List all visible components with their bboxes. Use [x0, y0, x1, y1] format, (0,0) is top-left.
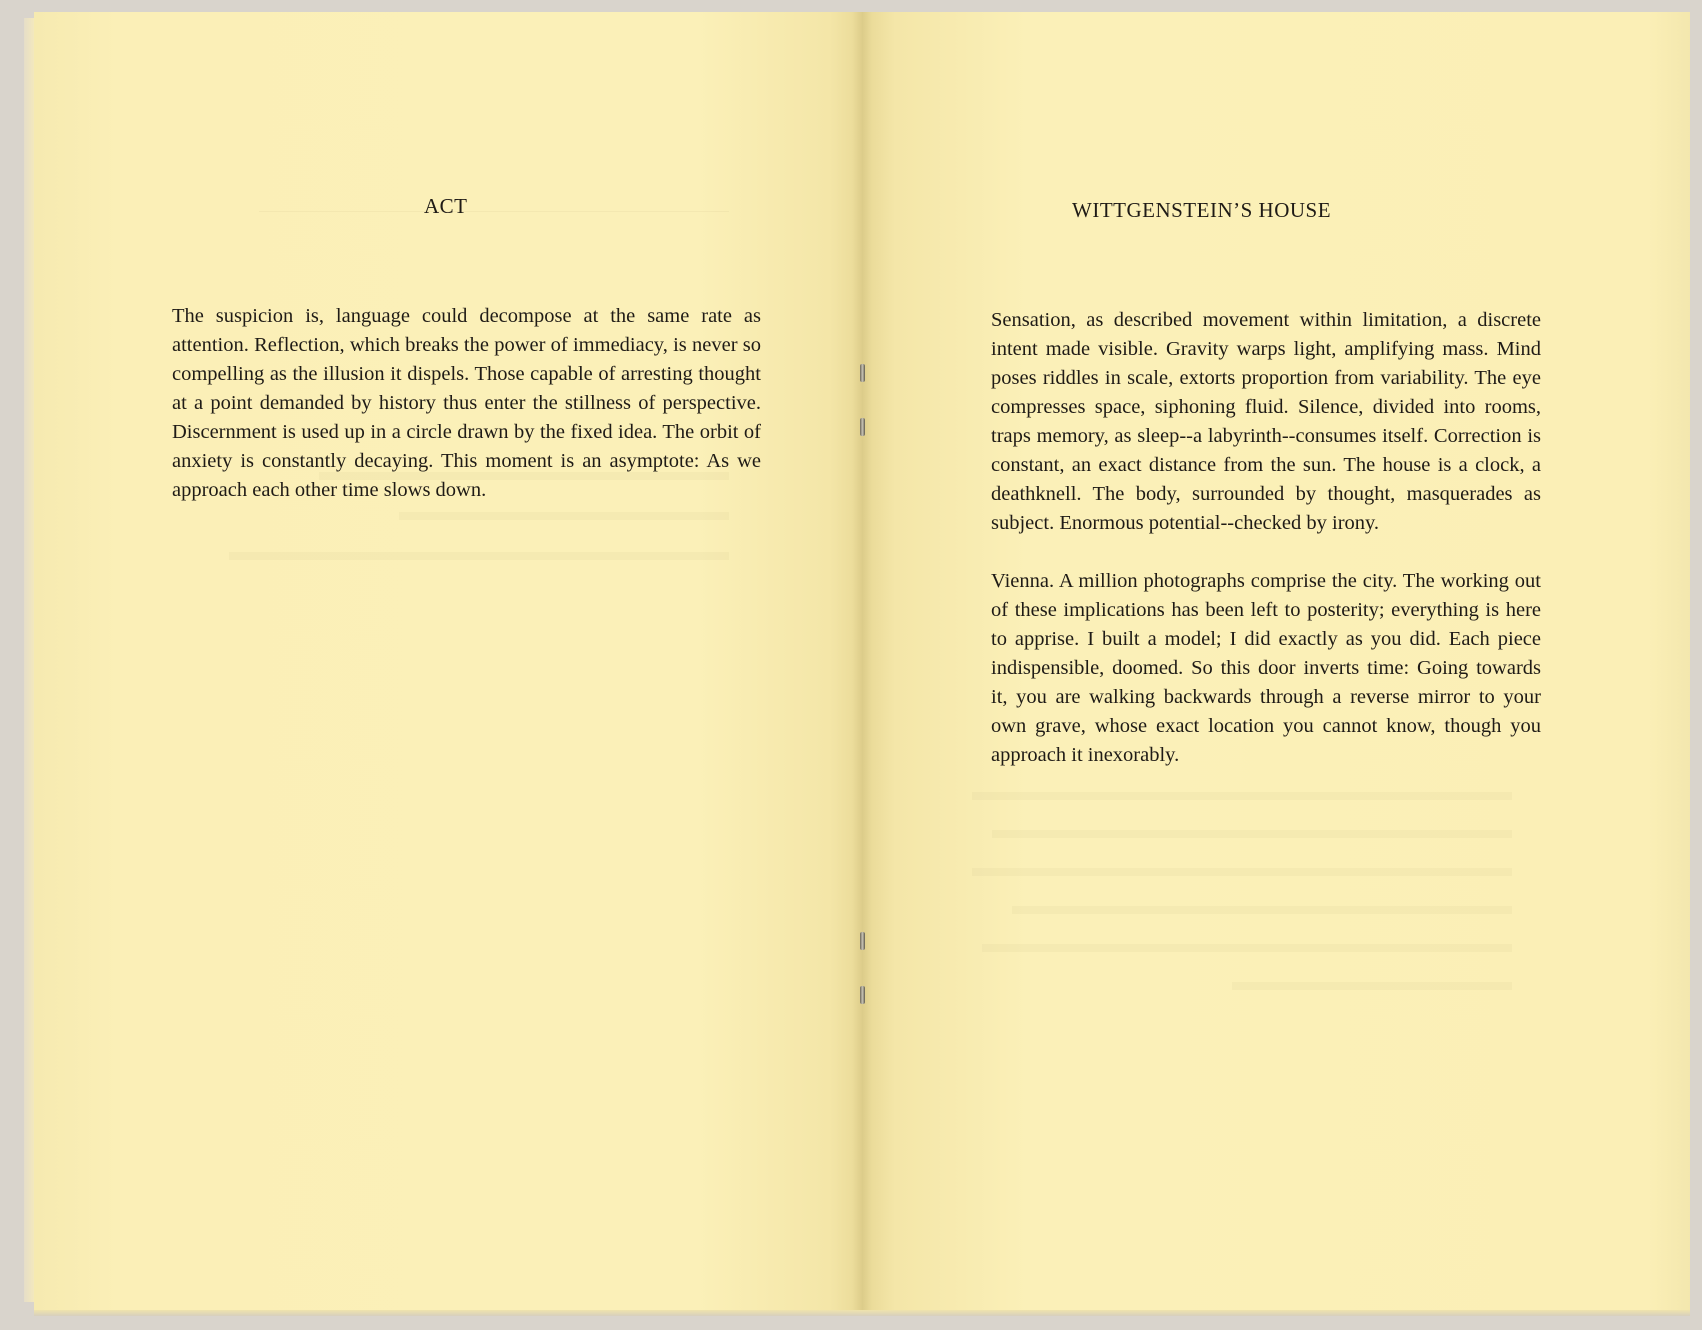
book-gutter — [852, 12, 872, 1312]
left-paragraph: The suspicion is, language could decompose at the same rate as attention. Reflection, which breaks the power of immediacy, is never so compelling as the illusion it dispels. Those capable of arresting thought at a point demanded by history thus enter the stillness of perspective. Discernment is used up in a circle drawn by the fixed idea. The orbit of anxiety is constantly decaying. This moment is an asymptote: As we approach each other time slows down. — [172, 305, 761, 501]
right-paragraph-1: Sensation, as described movement within limitation, a discrete intent made visible. Gravity warps light, amplifying mass. Mind poses riddles in scale, extorts proportion from variability. The eye compresses space, siphoning fluid. Silence, divided into rooms, traps memory, as sleep--a labyrinth--consumes itself. Correction is constant, an exact distance from the sun. The house is a clock, a deathknell. The body, surrounded by thought, masquerades as subject. Enormous potential--checked by irony. — [991, 309, 1541, 534]
right-body — [991, 306, 1541, 770]
show-through-right — [952, 792, 1512, 1012]
left-page — [34, 12, 862, 1312]
staple-bottom-lower — [860, 986, 865, 1004]
open-book — [34, 12, 1690, 1312]
left-body — [172, 302, 761, 505]
running-head-right: WITTGENSTEIN’S HOUSE — [1072, 198, 1332, 222]
running-head-left: ACT — [424, 194, 468, 218]
staple-top-lower — [860, 418, 865, 436]
staple-top-upper — [860, 364, 865, 382]
page-bottom-edge — [34, 1310, 1690, 1316]
right-paragraph-2: Vienna. A million photographs comprise the city. The working out of these implications has been left to posterity; everything is here to apprise. I built a model; I did exactly as you did. Each piece indispensible, doomed. So this door inverts time: Going towards it, you are walking backwards through a reverse mirror to your own grave, whose exact location you cannot know, though you approach it inexorably. — [991, 570, 1541, 766]
right-page — [862, 12, 1690, 1312]
staple-bottom-upper — [860, 932, 865, 950]
